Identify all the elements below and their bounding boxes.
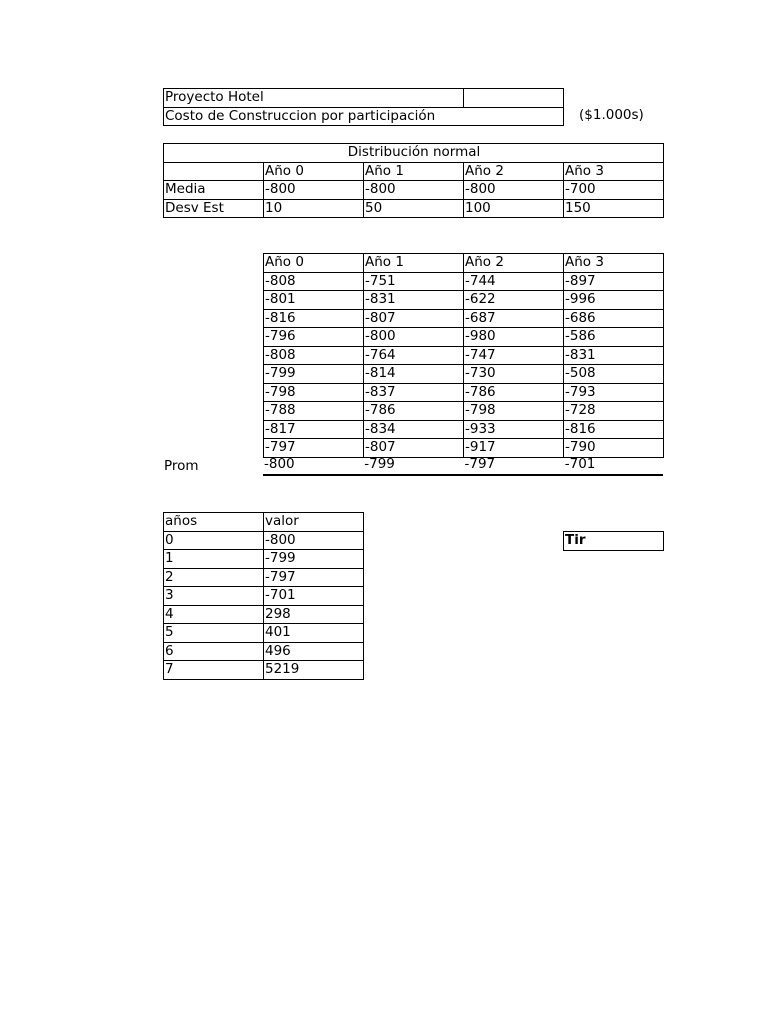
- simulation-cell[interactable]: -786: [464, 383, 564, 402]
- project-blank-cell[interactable]: [464, 89, 564, 108]
- simulation-cell[interactable]: -798: [464, 402, 564, 421]
- simulation-row: [264, 328, 664, 347]
- simulation-cell[interactable]: -798: [264, 383, 364, 402]
- simulation-cell[interactable]: -799: [264, 365, 364, 384]
- simulation-cell[interactable]: -801: [264, 291, 364, 310]
- cash-flow-year-cell[interactable]: 6: [164, 642, 264, 661]
- cash-flow-value-cell[interactable]: 5219: [264, 661, 364, 680]
- simulation-cell[interactable]: -808: [264, 272, 364, 291]
- distribution-cell[interactable]: 100: [464, 199, 564, 218]
- simulation-cell[interactable]: -831: [564, 346, 664, 365]
- simulation-col-header[interactable]: Año 2: [464, 254, 564, 273]
- simulation-cell[interactable]: -996: [564, 291, 664, 310]
- distribution-row-desv-est: [164, 199, 664, 218]
- distribution-cell[interactable]: -800: [264, 181, 364, 200]
- simulation-cell[interactable]: -808: [264, 346, 364, 365]
- simulation-cell[interactable]: -747: [464, 346, 564, 365]
- cash-flow-row: [164, 568, 364, 587]
- simulation-row: [264, 365, 664, 384]
- units-label[interactable]: ($1.000s): [579, 107, 644, 123]
- distribution-cell[interactable]: 10: [264, 199, 364, 218]
- cash-flow-year-cell[interactable]: 3: [164, 587, 264, 606]
- simulation-row: [264, 272, 664, 291]
- cash-flow-row: [164, 531, 364, 550]
- distribution-cell[interactable]: 50: [364, 199, 464, 218]
- average-cell[interactable]: -799: [364, 456, 395, 473]
- distribution-cell[interactable]: -800: [364, 181, 464, 200]
- distribution-col-header[interactable]: Año 1: [364, 162, 464, 181]
- simulation-cell[interactable]: -687: [464, 309, 564, 328]
- distribution-column-row: [164, 162, 664, 181]
- simulation-cell[interactable]: -751: [364, 272, 464, 291]
- simulation-cell[interactable]: -980: [464, 328, 564, 347]
- cash-flow-table: [163, 512, 364, 680]
- simulation-cell[interactable]: -816: [264, 309, 364, 328]
- distribution-cell[interactable]: 150: [564, 199, 664, 218]
- simulation-cell[interactable]: -817: [264, 420, 364, 439]
- cash-flow-year-cell[interactable]: 5: [164, 624, 264, 643]
- project-title-cell[interactable]: Proyecto Hotel: [164, 89, 464, 108]
- cash-flow-row: [164, 661, 364, 680]
- cash-flow-year-cell[interactable]: 2: [164, 568, 264, 587]
- simulation-row: [264, 402, 664, 421]
- simulation-cell[interactable]: -788: [264, 402, 364, 421]
- distribution-row-media: [164, 181, 664, 200]
- distribution-col-header[interactable]: Año 3: [564, 162, 664, 181]
- distribution-row-label[interactable]: Desv Est: [164, 199, 264, 218]
- simulation-cell[interactable]: -917: [464, 439, 564, 458]
- simulation-row: [264, 383, 664, 402]
- cash-flow-column-row: [164, 513, 364, 532]
- simulation-cell[interactable]: -796: [264, 328, 364, 347]
- cash-flow-row: [164, 605, 364, 624]
- distribution-col-header[interactable]: Año 2: [464, 162, 564, 181]
- simulation-cell[interactable]: -586: [564, 328, 664, 347]
- simulation-cell[interactable]: -622: [464, 291, 564, 310]
- average-cell[interactable]: -797: [464, 456, 496, 473]
- simulation-cell[interactable]: -807: [364, 439, 464, 458]
- cash-flow-year-cell[interactable]: 7: [164, 661, 264, 680]
- simulation-cell[interactable]: -897: [564, 272, 664, 291]
- cash-flow-value-cell[interactable]: -797: [264, 568, 364, 587]
- simulation-col-header[interactable]: Año 3: [564, 254, 664, 273]
- simulation-cell[interactable]: -790: [564, 439, 664, 458]
- cash-flow-row: [164, 642, 364, 661]
- simulation-row: [264, 346, 664, 365]
- simulation-cell[interactable]: -800: [364, 328, 464, 347]
- simulation-cell[interactable]: -814: [364, 365, 464, 384]
- simulation-row: [264, 309, 664, 328]
- distribution-col-header[interactable]: Año 0: [264, 162, 364, 181]
- average-row: [263, 456, 664, 474]
- simulation-cell[interactable]: -816: [564, 420, 664, 439]
- distribution-header[interactable]: Distribución normal: [164, 144, 664, 163]
- cash-flow-value-cell[interactable]: 298: [264, 605, 364, 624]
- simulation-cell[interactable]: -764: [364, 346, 464, 365]
- simulation-cell[interactable]: -744: [464, 272, 564, 291]
- cash-flow-value-cell[interactable]: 401: [264, 624, 364, 643]
- cash-flow-year-cell[interactable]: 0: [164, 531, 264, 550]
- simulation-cell[interactable]: -797: [264, 439, 364, 458]
- simulation-row: [264, 291, 664, 310]
- simulation-cell[interactable]: -686: [564, 309, 664, 328]
- simulation-cell[interactable]: -793: [564, 383, 664, 402]
- cash-flow-value-cell[interactable]: -799: [264, 550, 364, 569]
- distribution-cell[interactable]: -700: [564, 181, 664, 200]
- cash-flow-col-header[interactable]: valor: [264, 513, 364, 532]
- project-subtitle-cell[interactable]: Costo de Construccion por participación: [164, 107, 564, 126]
- average-cell[interactable]: -800: [264, 456, 295, 473]
- distribution-corner-cell[interactable]: [164, 162, 264, 181]
- cash-flow-year-cell[interactable]: 4: [164, 605, 264, 624]
- project-header-table: [163, 88, 564, 126]
- cash-flow-row: [164, 624, 364, 643]
- simulation-column-row: [264, 254, 664, 273]
- average-cell[interactable]: -701: [564, 456, 596, 473]
- simulation-cell[interactable]: -730: [464, 365, 564, 384]
- simulation-cell[interactable]: -834: [364, 420, 464, 439]
- simulation-cell[interactable]: -933: [464, 420, 564, 439]
- tir-label-cell[interactable]: Tir: [564, 532, 664, 551]
- distribution-cell[interactable]: -800: [464, 181, 564, 200]
- simulation-cell[interactable]: -508: [564, 365, 664, 384]
- cash-flow-value-cell[interactable]: -701: [264, 587, 364, 606]
- cash-flow-col-header[interactable]: años: [164, 513, 264, 532]
- average-underline: [263, 474, 663, 476]
- simulation-table: [263, 253, 664, 458]
- simulation-col-header[interactable]: Año 1: [364, 254, 464, 273]
- simulation-cell[interactable]: -728: [564, 402, 664, 421]
- average-row-table: [263, 456, 664, 474]
- cash-flow-value-cell[interactable]: -800: [264, 531, 364, 550]
- simulation-cell[interactable]: -837: [364, 383, 464, 402]
- cash-flow-year-cell[interactable]: 1: [164, 550, 264, 569]
- tir-table: [563, 531, 664, 551]
- simulation-cell[interactable]: -831: [364, 291, 464, 310]
- simulation-cell[interactable]: -786: [364, 402, 464, 421]
- average-label[interactable]: Prom: [164, 458, 199, 474]
- cash-flow-value-cell[interactable]: 496: [264, 642, 364, 661]
- distribution-table: [163, 143, 664, 218]
- simulation-cell[interactable]: -807: [364, 309, 464, 328]
- cash-flow-row: [164, 587, 364, 606]
- cash-flow-row: [164, 550, 364, 569]
- simulation-row: [264, 420, 664, 439]
- simulation-col-header[interactable]: Año 0: [264, 254, 364, 273]
- simulation-row: [264, 439, 664, 458]
- distribution-row-label[interactable]: Media: [164, 181, 264, 200]
